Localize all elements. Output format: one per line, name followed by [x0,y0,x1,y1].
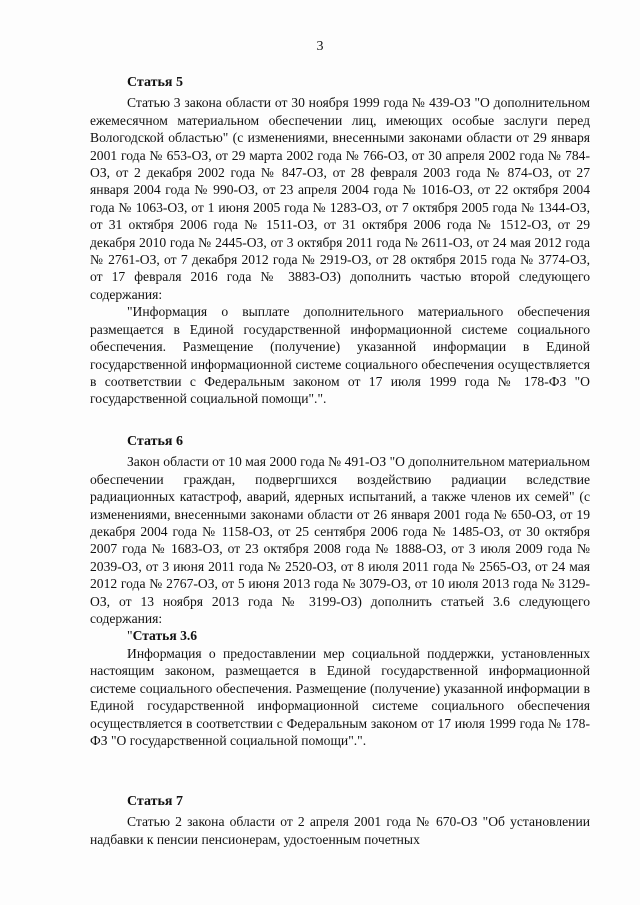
article-7-paragraph: Статью 2 закона области от 2 апреля 2001 года № 670-ОЗ "Об установлении надбавки к пенсии пенсионерам, удостоенным почетных [90,814,590,847]
article-7-heading: Статья 7 [127,794,183,809]
article-6-heading: Статья 6 [127,434,183,449]
article-6 [90,433,590,749]
article-5-quote: "Информация о выплате дополнительного материального обеспечения размещается в Единой государственной информационной системе социального обеспечения. Размещение (получение) указанной информации в Единой государственной информационной системе социального обеспечения осуществляется в соответствии с Федеральным законом от 17 июля 1999 года № 178-ФЗ "О государственной социальной помощи".". [90,304,590,407]
article-5-heading: Статья 5 [127,75,183,90]
article-3-6-paragraph: Информация о предоставлении мер социальной поддержки, установленных настоящим законом, размещается в Единой государственной информационной системе социального обеспечения. Размещение (получение) указанной информации в Единой государственной информационной системе социального обеспечения осуществляется в соответствии с Федеральным законом от 17 июля 1999 года № 178-ФЗ "О государственной социальной помощи".". [90,645,590,748]
article-3-6-title: Статья 3.6 [132,628,198,644]
article-7 [90,793,590,848]
article-5-paragraph: Статью 3 закона области от 30 ноября 1999 года № 439-ОЗ "О дополнительном ежемесячном материальном обеспечении лиц, имеющих особые заслуги перед Вологодской областью" (с изменениями, внесенными законами области от 29 января 2001 года № 653-ОЗ, от 29 марта 2002 года № 766-ОЗ, от 30 апреля 2002 года № 784-ОЗ, от 2 декабря 2002 года № 847-ОЗ, от 28 февраля 2003 года № 874-ОЗ, от 27 января 2004 года № 990-ОЗ, от 23 апреля 2004 года № 1016-ОЗ, от 22 октября 2004 года № 1063-ОЗ, от 1 июня 2005 года № 1283-ОЗ, от 7 октября 2005 года № 1344-ОЗ, от 31 октября 2006 года № 1511-ОЗ, от 31 октября 2006 года № 1512-ОЗ, от 29 декабря 2010 года № 2445-ОЗ, от 3 октября 2011 года № 2611-ОЗ, от 24 мая 2012 года № 2761-ОЗ, от 7 декабря 2012 года № 2919-ОЗ, от 28 октября 2015 года № 3774-ОЗ, от 17 февраля 2016 года № 3883-ОЗ) дополнить частью второй следующего содержания: [90,95,590,302]
page-number: 3 [316,39,324,54]
article-6-paragraph: Закон области от 10 мая 2000 года № 491-ОЗ "О дополнительном материальном обеспечении граждан, подвергшихся воздействию радиации вследствие радиационных катастроф, аварий, ядерных испытаний, а также членов их семей" (с изменениями, внесенными законами области от 26 января 2001 года № 650-ОЗ, от 19 декабря 2004 года № 1158-ОЗ, от 25 сентября 2006 года № 1485-ОЗ, от 30 октября 2007 года № 1683-ОЗ, от 23 октября 2008 года № 1888-ОЗ, от 3 июля 2009 года № 2039-ОЗ, от 3 июня 2011 года № 2520-ОЗ, от 8 июля 2011 года № 2565-ОЗ, от 24 мая 2012 года № 2767-ОЗ, от 5 июня 2013 года № 3079-ОЗ, от 10 июля 2013 года № 3129-ОЗ, от 13 ноября 2013 года № 3199-ОЗ) дополнить статьей 3.6 следующего содержания: [90,454,590,627]
article-5 [90,74,590,408]
article-3-6-heading [127,627,590,644]
article-3-6-open-quote: " [127,628,133,644]
